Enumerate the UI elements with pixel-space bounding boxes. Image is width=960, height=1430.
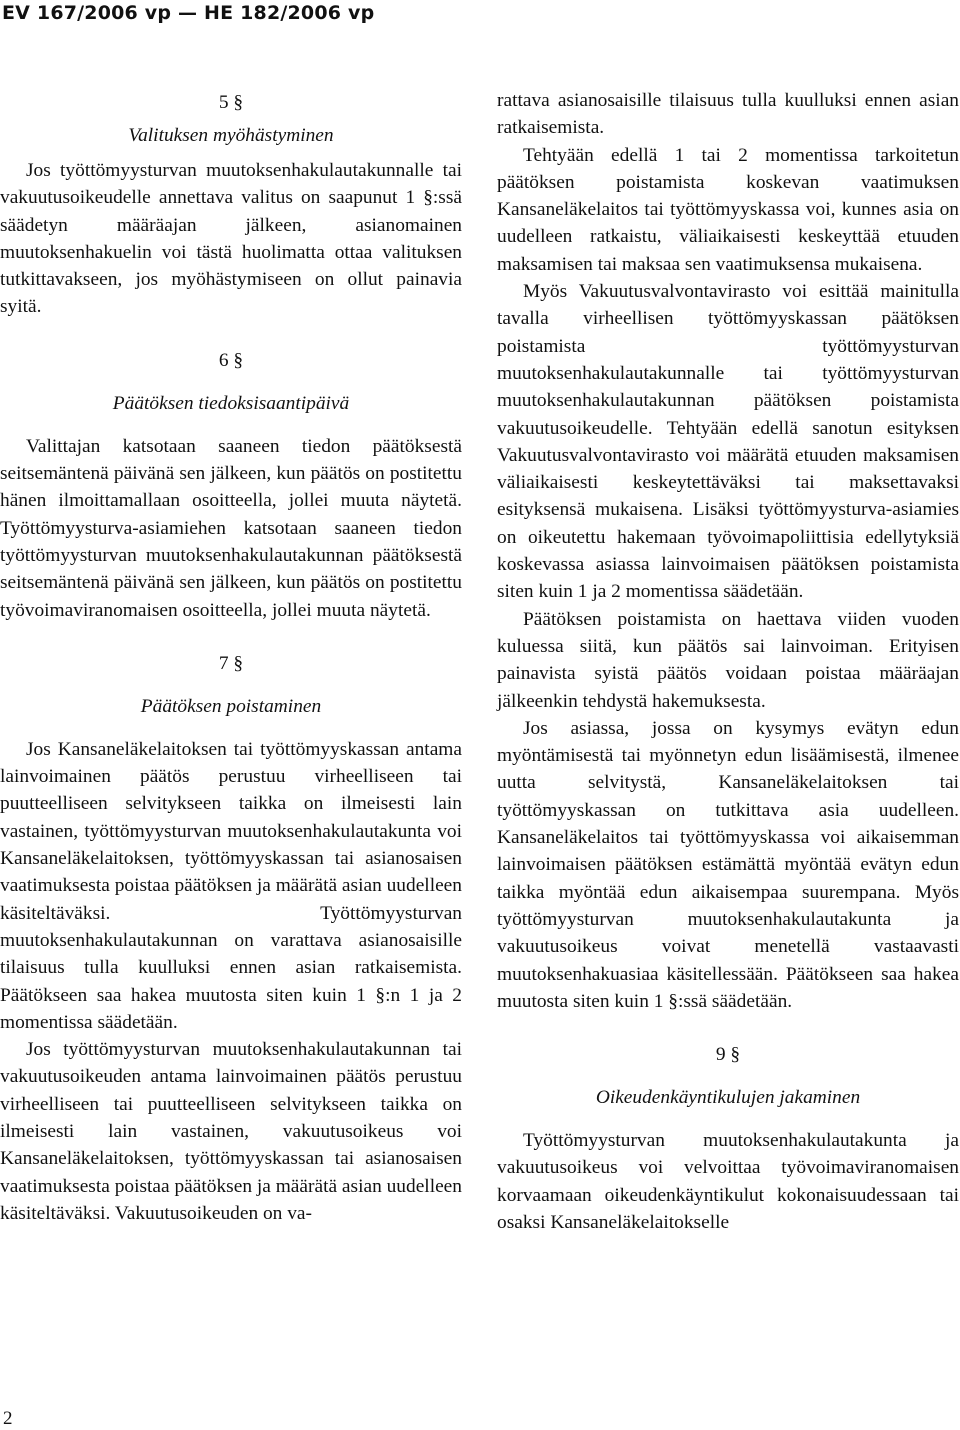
section-number: 7 § bbox=[218, 652, 244, 674]
left-column bbox=[0, 85, 462, 1227]
paragraph: Valittajan katsotaan saaneen tiedon päätöksestä seitsemäntenä päivänä sen jälkeen, kun päätös on postitettu hänen ilmoittamallaan osoitteella, jollei muuta näytetä. Työttömyysturva-asiamiehen katsotaan saaneen tiedon työttömyysturvan muutoksenhakulautakunnan päätöksestä seitsemäntenä päivänä sen jälkeen, kun päätös on postitettu työvoimaviranomaisen osoitteella, jollei muuta näytetä. bbox=[0, 435, 462, 621]
paragraph: Myös Vakuutusvalvontavirasto voi esittää mainitulla tavalla virheellisen työttömyyskassan päätöksen poistamista työttömyysturvan muutoksenhakulautakunnalle tai työttömyysturvan muutoksenhakulautakunnan päätöksen poistamista vakuutusoikeudelle. Tehtyään edellä sanotun esityksen Vakuutusvalvontavirasto voi määrätä etuuden maksamisen väliaikaisesti keskeytettäväksi tai maksettavaksi esityksensä mukaisena. Lisäksi työttömyysturva-asiamies on oikeutettu hakemaan työvoimapoliittisia edellytyksiä koskevassa asiassa lainvoimaisen päätöksen poistamista siten kuin 1 ja 2 momentissa säädetään. bbox=[497, 281, 959, 603]
right-column bbox=[497, 87, 959, 1236]
section-title: Valituksen myöhästyminen bbox=[128, 125, 334, 146]
paragraph: Jos asiassa, jossa on kysymys evätyn edun myöntämisestä tai myönnetyn edun lisäämisestä, ilmenee uutta selvitystä, Kansaneläkelaitoksen tai työttömyyskassan on tutkittava asia uudelleen. Kansaneläkelaitos tai työttömyyskassa voi aikaisemman lainvoimaisen päätöksen estämättä myöntää evätyn edun taikka myöntää edun aikaisempaa suurempana. Myös työttömyysturvan muutoksenhakulautakunta ja vakuutusoikeus voivat menetellä vastaavasti muutoksenhakuasiaa käsitellessään. Päätökseen saa hakea muutosta siten kuin 1 §:ssä säädetään. bbox=[497, 717, 959, 1012]
paragraph: Jos työttömyysturvan muutoksenhakulautakunnalle tai vakuutusoikeudelle annettava valitus on saapunut 1 §:ssä säädetyn määräajan jälkeen, asianomainen muutoksenhakuelin voi tästä huolimatta ottaa valituksen tutkittavakseen, jos myöhästymiseen on ollut painavia syitä. bbox=[0, 160, 462, 318]
paragraph: Päätöksen poistamista on haettava viiden vuoden kuluessa siitä, kun päätös sai lainvoiman. Erityisen painavista syistä päätös voidaan poistaa määräajan jälkeenkin tehdystä hakemuksesta. bbox=[497, 608, 959, 712]
paragraph: Tehtyään edellä 1 tai 2 momentissa tarkoitetun päätöksen poistamista koskevan vaatimuksen Kansaneläkelaitos tai työttömyyskassa voi, kunnes asia on uudelleen ratkaistu, väliaikaisesti keskeyttää etuuden maksamisen tai maksaa sen vaatimuksensa mukaisena. bbox=[497, 144, 959, 275]
running-head: EV 167/2006 vp — HE 182/2006 vp bbox=[2, 2, 375, 24]
paragraph: Jos työttömyysturvan muutoksenhakulautakunnan tai vakuutusoikeuden antama lainvoimainen päätös perustuu virheelliseen tai puutteelliseen selvitykseen taikka on ilmeisesti lain vastainen, vakuutusoikeus voi Kansaneläkelaitoksen, työttömyyskassan tai asianosaisen vaatimuksesta poistaa päätöksen ja määrätä asian uudelleen käsiteltäväksi. Vakuutusoikeuden on va- bbox=[0, 1039, 462, 1224]
section-number: 5 § bbox=[218, 92, 244, 113]
section-title: Oikeudenkäyntikulujen jakaminen bbox=[595, 1087, 861, 1109]
section-number: 9 § bbox=[715, 1044, 741, 1066]
section-title: Päätöksen tiedoksisaantipäivä bbox=[112, 392, 350, 414]
section-title: Päätöksen poistaminen bbox=[140, 695, 322, 717]
page-number: 2 bbox=[3, 1408, 13, 1429]
section-number: 6 § bbox=[218, 349, 244, 371]
paragraph-continuation: rattava asianosaisille tilaisuus tulla kuulluksi ennen asian ratkaisemista. bbox=[497, 90, 959, 139]
paragraph: Työttömyysturvan muutoksenhakulautakunta ja vakuutusoikeus voi velvoittaa työvoimaviranomaisen korvaamaan oikeudenkäyntikulut kokonaisuudessaan tai osaksi Kansaneläkelaitokselle bbox=[497, 1130, 959, 1233]
paragraph: Jos Kansaneläkelaitoksen tai työttömyyskassan antama lainvoimainen päätös perustuu virheelliseen tai puutteelliseen selvitykseen taikka on ilmeisesti lain vastainen, työttömyysturvan muutoksenhakulautakunta voi Kansaneläkelaitoksen, työttömyyskassan tai asianosaisen vaatimuksesta poistaa päätöksen ja määrätä asian uudelleen käsiteltäväksi. Työttömyysturvan muutoksenhakulautakunnan on varattava asianosaisille tilaisuus tulla kuulluksi ennen asian ratkaisemista. Päätökseen saa hakea muutosta siten kuin 1 §:n 1 ja 2 momentissa säädetään. bbox=[0, 738, 462, 1033]
